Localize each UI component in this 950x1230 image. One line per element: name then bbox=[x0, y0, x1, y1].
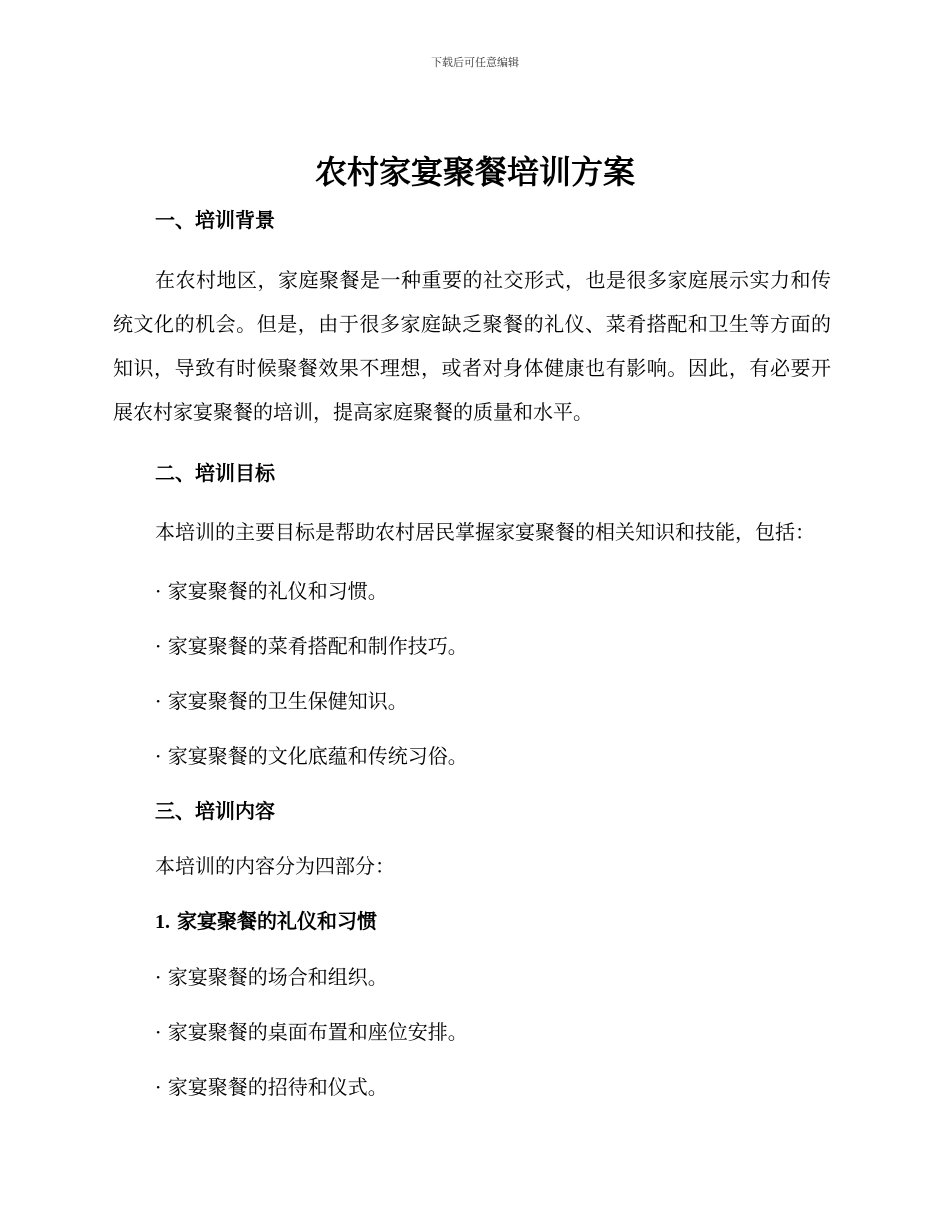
part1-bullet: · 家宴聚餐的桌面布置和座位安排。 bbox=[155, 1020, 468, 1044]
goal-bullet: · 家宴聚餐的菜肴搭配和制作技巧。 bbox=[155, 634, 468, 658]
goal-bullet: · 家宴聚餐的文化底蕴和传统习俗。 bbox=[155, 744, 468, 768]
goal-bullet: · 家宴聚餐的礼仪和习惯。 bbox=[155, 579, 388, 603]
document-title: 农村家宴聚餐培训方案 bbox=[314, 153, 635, 191]
section-heading-content: 三、培训内容 bbox=[155, 799, 275, 823]
goals-paragraph: 本培训的主要目标是帮助农村居民掌握家宴聚餐的相关知识和技能，包括： bbox=[155, 520, 815, 544]
document-body bbox=[113, 205, 831, 1102]
section-heading-goals: 二、培训目标 bbox=[155, 461, 275, 485]
part1-heading bbox=[113, 906, 831, 937]
part1-bullet: · 家宴聚餐的招待和仪式。 bbox=[155, 1075, 388, 1099]
part1-bullet: · 家宴聚餐的场合和组织。 bbox=[155, 965, 388, 989]
background-paragraph: 在农村地区，家庭聚餐是一种重要的社交形式，也是很多家庭展示实力和传统文化的机会。但是，由于很多家庭缺乏聚餐的礼仪、菜肴搭配和卫生等方面的知识，导致有时候聚餐效果不理想，或者对身体健康也有影响。因此，有必要开展农村家宴聚餐的培训，提高家庭聚餐的质量和水平。 bbox=[113, 268, 831, 424]
section-heading-background: 一、培训背景 bbox=[155, 208, 275, 232]
header-note: 下载后可任意编辑 bbox=[431, 56, 519, 69]
part1-title: 家宴聚餐的礼仪和习惯 bbox=[176, 909, 377, 933]
part1-number: 1. bbox=[155, 911, 170, 933]
goal-bullet: · 家宴聚餐的卫生保健知识。 bbox=[155, 689, 408, 713]
content-intro: 本培训的内容分为四部分： bbox=[155, 854, 395, 878]
